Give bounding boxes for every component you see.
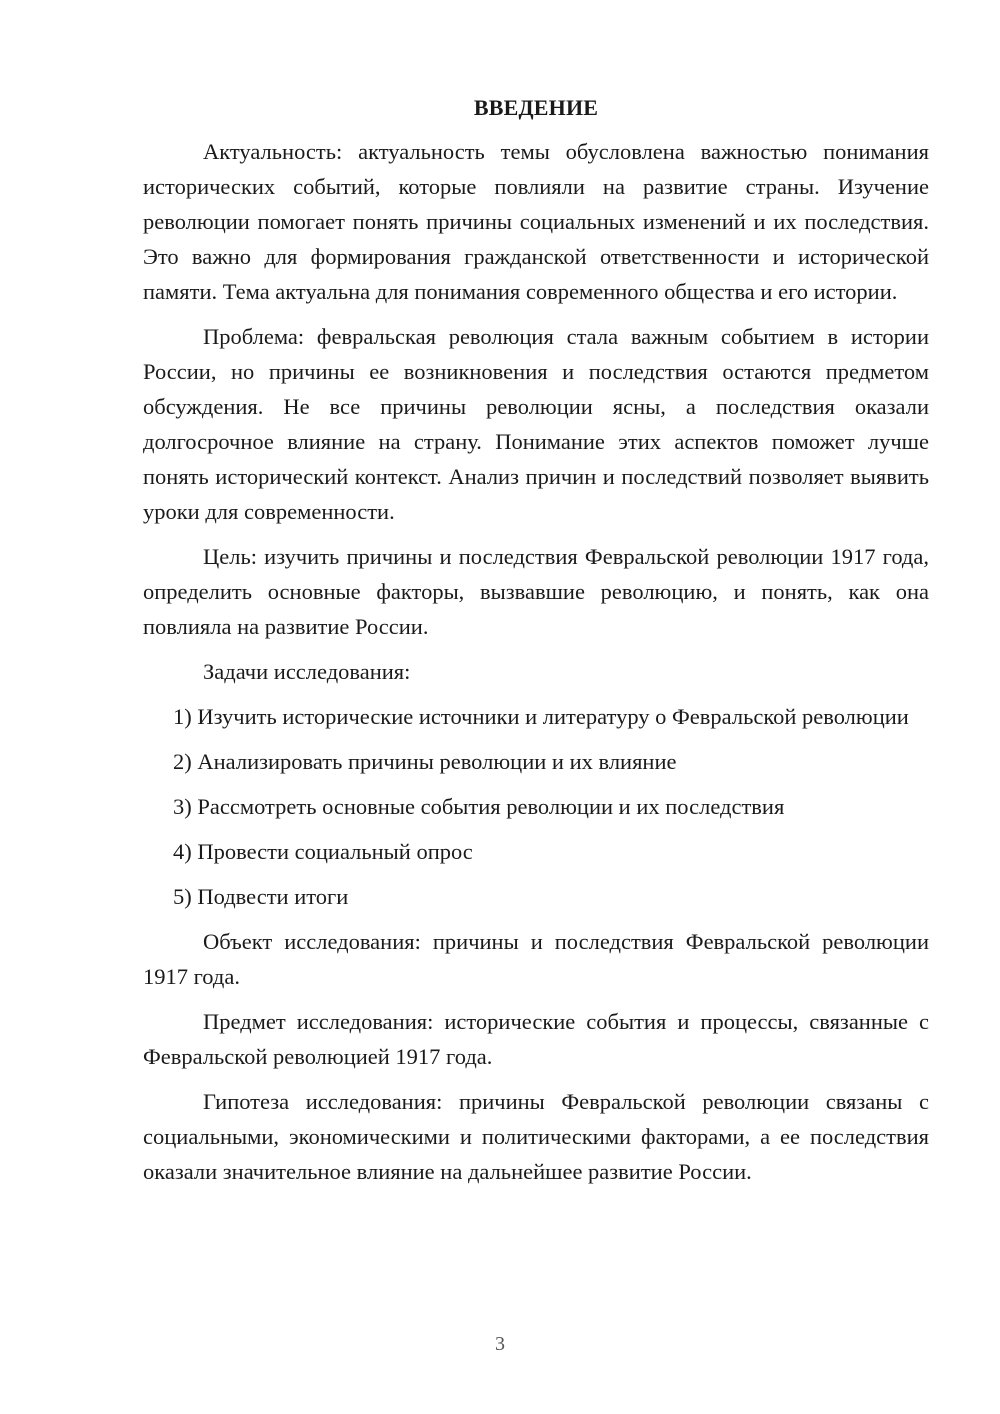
task-item: 4) Провести социальный опрос	[173, 839, 473, 864]
task-item: 3) Рассмотреть основные события революции и их последствия	[173, 794, 785, 819]
document-page	[143, 90, 929, 1199]
object-paragraph: Объект исследования: причины и последствия Февральской революции 1917 года.	[143, 929, 929, 989]
goal-paragraph: Цель: изучить причины и последствия Февральской революции 1917 года, определить основные факторы, вызвавшие революцию, и понять, как она повлияла на развитие России.	[143, 544, 929, 639]
tasks-label: Задачи исследования:	[203, 659, 411, 684]
page-number: 3	[495, 1333, 505, 1355]
task-item: 2) Анализировать причины революции и их влияние	[173, 749, 677, 774]
section-heading: ВВЕДЕНИЕ	[473, 95, 599, 120]
subject-paragraph: Предмет исследования: исторические события и процессы, связанные с Февральской революцией 1917 года.	[143, 1009, 929, 1069]
task-item: 5) Подвести итоги	[173, 884, 349, 909]
relevance-paragraph: Актуальность: актуальность темы обусловлена важностью понимания исторических событий, которые повлияли на развитие страны. Изучение революции помогает понять причины социальных изменений и их последствия. Это важно для формирования гражданской ответственности и исторической памяти. Тема актуальна для понимания современного общества и его истории.	[143, 139, 929, 304]
hypothesis-paragraph: Гипотеза исследования: причины Февральской революции связаны с социальными, экономическими и политическими факторами, а ее последствия оказали значительное влияние на дальнейшее развитие России.	[143, 1089, 929, 1184]
task-item: 1) Изучить исторические источники и литературу о Февральской революции	[173, 704, 909, 729]
problem-paragraph: Проблема: февральская революция стала важным событием в истории России, но причины ее возникновения и последствия остаются предметом обсуждения. Не все причины революции ясны, а последствия оказали долгосрочное влияние на страну. Понимание этих аспектов поможет лучше понять исторический контекст. Анализ причин и последствий позволяет выявить уроки для современности.	[143, 324, 929, 524]
